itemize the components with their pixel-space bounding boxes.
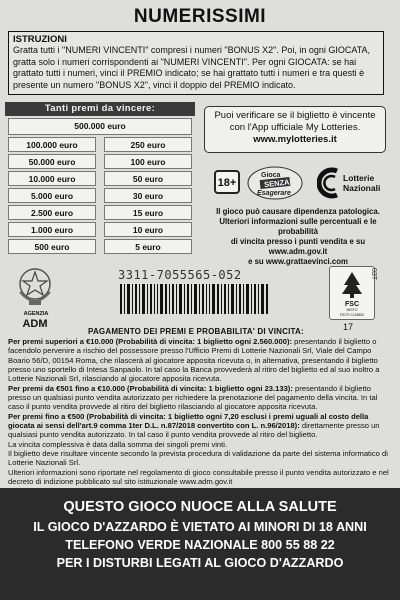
- instructions-heading: ISTRUZIONI: [13, 34, 67, 45]
- prize-cell: 500 euro: [8, 239, 96, 254]
- italian-republic-emblem-icon: [14, 262, 56, 312]
- barcode: [120, 284, 268, 314]
- fsc-label: FSC: [345, 301, 359, 308]
- side-code: 03T: [370, 268, 377, 281]
- ticket-code: 3311-7055565-052: [118, 268, 242, 282]
- fsc-logo: [329, 266, 375, 320]
- prize-cell: 10.000 euro: [8, 171, 96, 186]
- senza-word: SENZA: [263, 177, 290, 190]
- prize-row: [8, 171, 192, 186]
- payment-bold: Per premi da €501 fino a €10.000 (Probabilità di vincita: 1 biglietto ogni 23.133):: [8, 383, 293, 393]
- payment-title: PAGAMENTO DEI PREMI E PROBABILITA' DI VINCITA:: [88, 327, 304, 336]
- gioca-senza-esagerare-logo: [246, 164, 304, 202]
- payment-text: direttamente presso un qualsiasi punto vendita autorizzato. In tal caso il punto vendita provvede al ritiro del biglietto.: [8, 421, 380, 440]
- prize-cell: 1.000 euro: [8, 222, 96, 237]
- game-title: NUMERISSIMI: [133, 6, 267, 27]
- prize-row: [8, 205, 192, 220]
- payment-bold: Per premi superiori a €10.000 (Probabilità di vincita: 1 biglietto ogni 2.560.000):: [8, 337, 293, 346]
- age-18-plus-icon: 18+: [214, 170, 240, 194]
- esagerare-word: Esagerare: [257, 190, 291, 197]
- top-prize: 500.000 euro: [8, 118, 192, 135]
- prize-cell: 100 euro: [104, 154, 192, 169]
- prize-row: [8, 188, 192, 203]
- prize-row: [8, 137, 192, 152]
- prize-row: [8, 239, 192, 254]
- prize-cell: 5 euro: [104, 239, 192, 254]
- verify-line-2: con l'App ufficiale My Lotteries.: [229, 122, 361, 133]
- payment-paragraph: [8, 337, 392, 384]
- verify-app-box: [204, 106, 386, 153]
- health-warning-footer: [0, 488, 400, 600]
- addiction-warning: [204, 207, 392, 267]
- instructions-text: Gratta tutti i "NUMERI VINCENTI" compresi i numeri "BONUS X2". Poi, in ogni GIOCATA, gratta solo i numeri corrispondenti ai "NUMERI VINCENTI". Per ogni GIOCATA: se hai grattato tutti i numeri, vinci il PREMIO indicato; se hai grattato tutti i numeri e tra questi è presente un numero "BONUS X2", vinci il doppio del PREMIO indicato.: [13, 45, 371, 90]
- payment-text: presentando il biglietto o facendolo pervenire a rischio del possessore presso l'Ufficio Premi di Lotterie Nazionali Srl, Viale del Campo Boario 56/D, 00154 Roma, che rilascerà al giocatore apposita ricevuta o, in alternativa, presentando il biglietto presso uno sportello di Intesa Sanpaolo. In tal caso la Banca provvederà al ritiro del biglietto ed al suo inoltro a Lotterie Nazionali Srl, rilasciando al giocatore apposita ricevuta.: [8, 337, 380, 384]
- prize-table: [8, 118, 192, 256]
- payment-bold: Per premi fino a €500 (Probabilità di vincita: 1 biglietto ogni 7,20 esclusi i premi uguali al costo della giocata ai sensi dell'art.9 comma 1ter D.L. n.87/2018 convertito con L. n.96/2018):: [8, 411, 369, 431]
- nazionali-word: Nazionali: [343, 183, 381, 193]
- prize-row: [8, 222, 192, 237]
- fsc-sub: MISTO: [346, 308, 358, 312]
- agency-label: AGENZIA: [23, 311, 49, 317]
- prize-cell: 15 euro: [104, 205, 192, 220]
- payment-paragraph: Ulteriori informazioni sono riportate nel regolamento di gioco consultabile presso il punto vendita autorizzato e nel decreto di indizione pubblicato sul sito istituzionale www.adm.gov.it: [8, 467, 389, 487]
- warning-line: di vincita presso i punti vendita e su www.adm.gov.it: [230, 237, 366, 256]
- footer-line-1: QUESTO GIOCO NUOCE ALLA SALUTE: [63, 499, 337, 515]
- verify-line-1: Puoi verificare se il biglietto è vincente: [214, 110, 376, 121]
- prize-table-title: Tanti premi da vincere:: [5, 102, 195, 116]
- footer-line-4: PER I DISTURBI LEGATI AL GIOCO D'AZZARDO: [56, 556, 344, 570]
- prize-cell: 5.000 euro: [8, 188, 96, 203]
- warning-line: Ulteriori informazioni sulle percentuali e le probabilità: [219, 217, 377, 236]
- payment-info: [8, 337, 392, 487]
- lotterie-nazionali-logo: [317, 166, 391, 200]
- prize-cell: 100.000 euro: [8, 137, 96, 152]
- warning-line: Il gioco può causare dipendenza patologica.: [216, 207, 380, 216]
- prize-cell: 50.000 euro: [8, 154, 96, 169]
- prize-cell: 50 euro: [104, 171, 192, 186]
- payment-text: presentando il biglietto presso un qualsiasi punto vendita autorizzato per richiedere la prenotazione del pagamento della vincita. In tal caso il punto vendita provvede al ritiro del biglietto rilasciando al giocatore apposita ricevuta.: [8, 383, 378, 412]
- prize-cell: 2.500 euro: [8, 205, 96, 220]
- payment-paragraph: [8, 412, 392, 440]
- payment-paragraph: La vincita complessiva è data dalla somma dei singoli premi vinti.: [8, 439, 228, 449]
- ticket-number-17: 17: [343, 322, 354, 332]
- prize-cell: 30 euro: [104, 188, 192, 203]
- prize-cell: 250 euro: [104, 137, 192, 152]
- fsc-code: FSC® C118852: [339, 313, 365, 317]
- footer-line-3: TELEFONO VERDE NAZIONALE 800 55 88 22: [65, 538, 335, 552]
- instructions-box: [8, 31, 384, 95]
- payment-paragraph: Il biglietto deve risultare vincente secondo la prevista procedura di validazione da parte del sistema informatico di Lotterie Nazionali Srl.: [8, 449, 388, 468]
- warning-line: e su www.grattaevinci.com: [248, 257, 348, 266]
- verify-url[interactable]: www.mylotteries.it: [253, 134, 337, 145]
- prize-cell: 10 euro: [104, 222, 192, 237]
- payment-paragraph: [8, 384, 392, 412]
- lotterie-word: Lotterie: [343, 173, 375, 183]
- adm-logo: ADM: [22, 318, 48, 330]
- footer-line-2: IL GIOCO D'AZZARDO È VIETATO AI MINORI DI 18 ANNI: [33, 520, 367, 534]
- prize-row: [8, 154, 192, 169]
- gioca-word: Gioca: [261, 172, 281, 179]
